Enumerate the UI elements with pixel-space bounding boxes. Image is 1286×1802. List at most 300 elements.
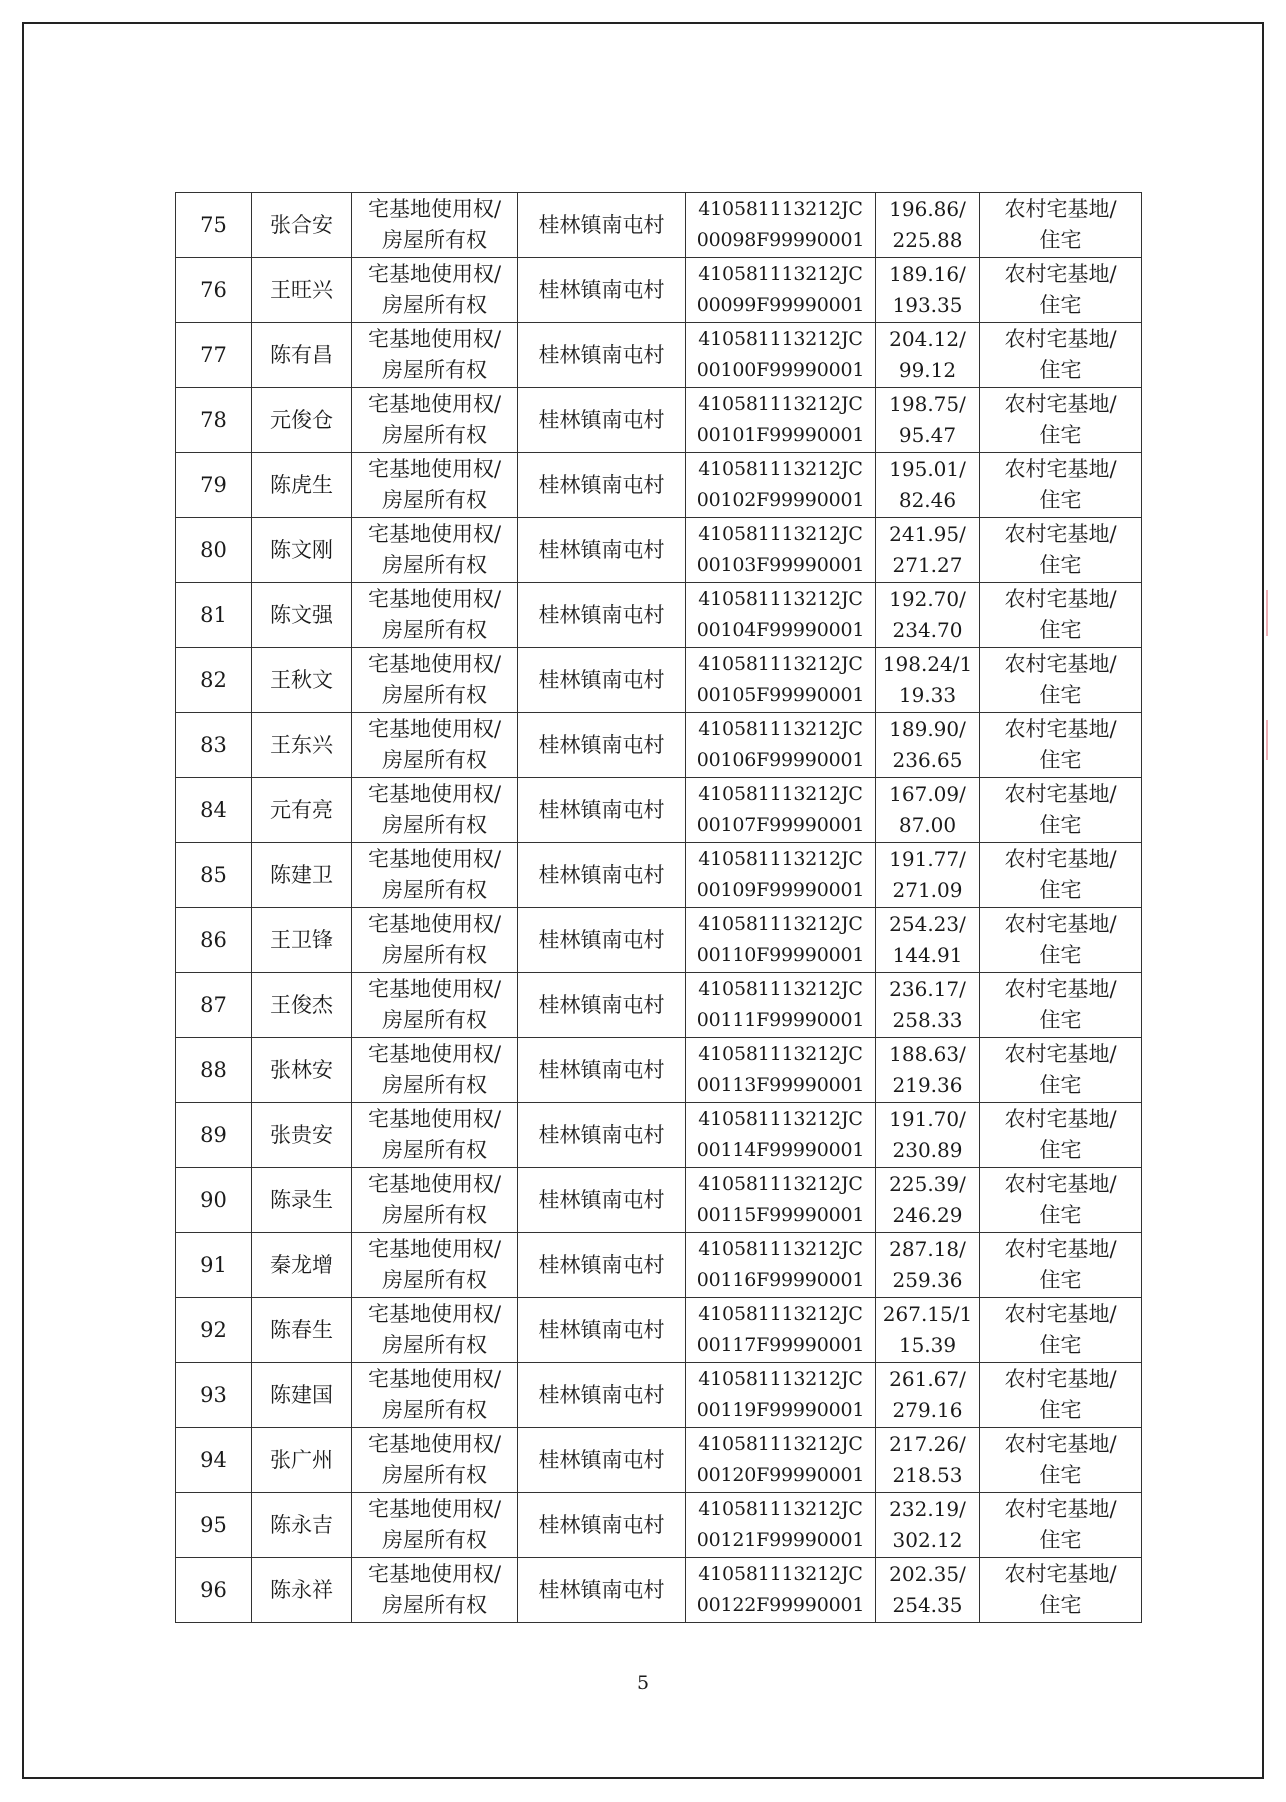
table-row: [176, 258, 1142, 323]
cell-number: 90: [176, 1168, 252, 1233]
cell-unit-code-line: 00117F99990001: [696, 1334, 865, 1356]
cell-usage: [980, 323, 1142, 388]
cell-location: 桂林镇南屯村: [518, 1103, 686, 1168]
cell-usage-line: 农村宅基地/: [1004, 457, 1117, 481]
cell-right-type: [352, 518, 518, 583]
cell-usage: [980, 908, 1142, 973]
cell-usage: [980, 1363, 1142, 1428]
cell-number: 78: [176, 388, 252, 453]
cell-area-line: 267.15/1: [882, 1302, 973, 1326]
cell-right-type-line: 房屋所有权: [382, 553, 487, 577]
cell-area: [876, 583, 980, 648]
cell-right-type-line: 房屋所有权: [382, 1268, 487, 1292]
cell-holder-name: 张贵安: [252, 1103, 352, 1168]
cell-usage: [980, 258, 1142, 323]
cell-number: 89: [176, 1103, 252, 1168]
table-row: [176, 1428, 1142, 1493]
cell-right-type: [352, 1038, 518, 1103]
table-row: [176, 1168, 1142, 1233]
cell-usage-line: 农村宅基地/: [1004, 1237, 1117, 1261]
cell-area-line: 191.70/: [889, 1107, 966, 1131]
cell-usage-line: 住宅: [1039, 1268, 1082, 1292]
table-row: [176, 583, 1142, 648]
cell-unit-code: [686, 973, 876, 1038]
cell-holder-name: 陈永吉: [252, 1493, 352, 1558]
cell-usage-line: 住宅: [1039, 423, 1082, 447]
cell-usage: [980, 1493, 1142, 1558]
cell-right-type-line: 宅基地使用权/: [367, 652, 502, 676]
cell-right-type-line: 宅基地使用权/: [367, 392, 502, 416]
cell-unit-code-line: 00114F99990001: [696, 1139, 865, 1161]
cell-unit-code-line: 410581113212JC: [698, 978, 863, 1000]
cell-area-line: 202.35/: [889, 1562, 966, 1586]
cell-unit-code-line: 00100F99990001: [696, 359, 865, 381]
cell-right-type-line: 宅基地使用权/: [367, 327, 502, 351]
table-row: [176, 648, 1142, 713]
cell-area-line: 82.46: [898, 488, 957, 512]
cell-usage: [980, 1558, 1142, 1623]
cell-location: 桂林镇南屯村: [518, 1038, 686, 1103]
cell-area-line: 189.90/: [889, 717, 966, 741]
stamp-edge-mark: [1266, 590, 1284, 636]
cell-number: 85: [176, 843, 252, 908]
cell-right-type: [352, 1558, 518, 1623]
cell-holder-name: 秦龙增: [252, 1233, 352, 1298]
cell-unit-code-line: 00104F99990001: [696, 619, 865, 641]
cell-area-line: 279.16: [892, 1398, 963, 1422]
table-row: [176, 973, 1142, 1038]
cell-holder-name: 陈永祥: [252, 1558, 352, 1623]
cell-right-type: [352, 583, 518, 648]
table-row: [176, 1038, 1142, 1103]
cell-area-line: 241.95/: [889, 522, 966, 546]
cell-area-line: 246.29: [892, 1203, 963, 1227]
cell-right-type-line: 宅基地使用权/: [367, 1042, 502, 1066]
cell-location: 桂林镇南屯村: [518, 1168, 686, 1233]
table-row: [176, 713, 1142, 778]
cell-right-type: [352, 323, 518, 388]
cell-number: 77: [176, 323, 252, 388]
cell-usage-line: 住宅: [1039, 1398, 1082, 1422]
cell-usage-line: 住宅: [1039, 293, 1082, 317]
cell-right-type-line: 房屋所有权: [382, 683, 487, 707]
cell-number: 93: [176, 1363, 252, 1428]
cell-usage: [980, 1103, 1142, 1168]
cell-location: 桂林镇南屯村: [518, 1363, 686, 1428]
table-row: [176, 1558, 1142, 1623]
cell-right-type-line: 房屋所有权: [382, 878, 487, 902]
cell-right-type: [352, 258, 518, 323]
cell-right-type-line: 宅基地使用权/: [367, 847, 502, 871]
cell-area-line: 95.47: [898, 423, 957, 447]
cell-unit-code: [686, 778, 876, 843]
cell-area-line: 254.35: [892, 1593, 963, 1617]
cell-area-line: 302.12: [892, 1528, 963, 1552]
cell-area-line: 217.26/: [889, 1432, 966, 1456]
cell-usage-line: 住宅: [1039, 1138, 1082, 1162]
cell-holder-name: 张林安: [252, 1038, 352, 1103]
cell-right-type-line: 宅基地使用权/: [367, 522, 502, 546]
cell-number: 79: [176, 453, 252, 518]
cell-area: [876, 1233, 980, 1298]
cell-holder-name: 王卫锋: [252, 908, 352, 973]
cell-usage-line: 农村宅基地/: [1004, 197, 1117, 221]
cell-usage-line: 农村宅基地/: [1004, 1042, 1117, 1066]
cell-area: [876, 1363, 980, 1428]
cell-unit-code-line: 00109F99990001: [696, 879, 865, 901]
cell-right-type: [352, 843, 518, 908]
cell-unit-code-line: 410581113212JC: [698, 1108, 863, 1130]
stamp-edge-mark: [1266, 720, 1284, 760]
cell-usage-line: 住宅: [1039, 1528, 1082, 1552]
cell-area-line: 219.36: [892, 1073, 963, 1097]
cell-area-line: 191.77/: [889, 847, 966, 871]
cell-unit-code-line: 410581113212JC: [698, 783, 863, 805]
cell-area-line: 230.89: [892, 1138, 963, 1162]
cell-area: [876, 1103, 980, 1168]
cell-unit-code: [686, 258, 876, 323]
cell-right-type-line: 房屋所有权: [382, 943, 487, 967]
cell-right-type-line: 房屋所有权: [382, 1398, 487, 1422]
cell-area-line: 189.16/: [889, 262, 966, 286]
cell-usage-line: 住宅: [1039, 618, 1082, 642]
cell-right-type: [352, 1168, 518, 1233]
cell-right-type-line: 宅基地使用权/: [367, 717, 502, 741]
table-row: [176, 843, 1142, 908]
table-row: [176, 1363, 1142, 1428]
cell-area: [876, 1428, 980, 1493]
cell-right-type: [352, 453, 518, 518]
cell-right-type-line: 房屋所有权: [382, 293, 487, 317]
cell-unit-code-line: 00116F99990001: [696, 1269, 865, 1291]
cell-number: 81: [176, 583, 252, 648]
cell-location: 桂林镇南屯村: [518, 843, 686, 908]
cell-usage-line: 农村宅基地/: [1004, 652, 1117, 676]
cell-right-type-line: 宅基地使用权/: [367, 1237, 502, 1261]
cell-area-line: 254.23/: [889, 912, 966, 936]
cell-right-type-line: 宅基地使用权/: [367, 262, 502, 286]
cell-usage: [980, 1233, 1142, 1298]
cell-usage: [980, 453, 1142, 518]
cell-location: 桂林镇南屯村: [518, 908, 686, 973]
cell-right-type-line: 房屋所有权: [382, 1203, 487, 1227]
cell-area-line: 195.01/: [889, 457, 966, 481]
cell-unit-code-line: 410581113212JC: [698, 1303, 863, 1325]
cell-usage-line: 农村宅基地/: [1004, 1497, 1117, 1521]
cell-location: 桂林镇南屯村: [518, 1233, 686, 1298]
cell-usage-line: 农村宅基地/: [1004, 977, 1117, 1001]
cell-location: 桂林镇南屯村: [518, 388, 686, 453]
cell-right-type-line: 房屋所有权: [382, 423, 487, 447]
cell-right-type-line: 房屋所有权: [382, 488, 487, 512]
cell-usage: [980, 193, 1142, 258]
cell-area-line: 144.91: [892, 943, 963, 967]
cell-usage-line: 农村宅基地/: [1004, 1367, 1117, 1391]
cell-location: 桂林镇南屯村: [518, 1428, 686, 1493]
cell-area: [876, 1168, 980, 1233]
cell-usage-line: 农村宅基地/: [1004, 262, 1117, 286]
cell-usage: [980, 778, 1142, 843]
cell-unit-code-line: 00106F99990001: [696, 749, 865, 771]
cell-unit-code-line: 410581113212JC: [698, 718, 863, 740]
cell-area: [876, 1298, 980, 1363]
cell-usage-line: 农村宅基地/: [1004, 782, 1117, 806]
cell-usage-line: 农村宅基地/: [1004, 912, 1117, 936]
cell-unit-code: [686, 713, 876, 778]
cell-area-line: 188.63/: [889, 1042, 966, 1066]
cell-number: 80: [176, 518, 252, 583]
cell-unit-code-line: 410581113212JC: [698, 848, 863, 870]
cell-usage-line: 住宅: [1039, 1333, 1082, 1357]
cell-usage-line: 农村宅基地/: [1004, 392, 1117, 416]
cell-usage-line: 农村宅基地/: [1004, 717, 1117, 741]
cell-number: 91: [176, 1233, 252, 1298]
cell-area-line: 167.09/: [889, 782, 966, 806]
cell-usage: [980, 388, 1142, 453]
cell-unit-code-line: 410581113212JC: [698, 523, 863, 545]
cell-right-type-line: 宅基地使用权/: [367, 197, 502, 221]
cell-area-line: 258.33: [892, 1008, 963, 1032]
cell-unit-code: [686, 193, 876, 258]
cell-area-line: 287.18/: [889, 1237, 966, 1261]
cell-holder-name: 王俊杰: [252, 973, 352, 1038]
cell-unit-code-line: 410581113212JC: [698, 198, 863, 220]
cell-unit-code-line: 00107F99990001: [696, 814, 865, 836]
cell-usage: [980, 1038, 1142, 1103]
cell-usage-line: 住宅: [1039, 553, 1082, 577]
cell-location: 桂林镇南屯村: [518, 648, 686, 713]
cell-number: 75: [176, 193, 252, 258]
cell-number: 96: [176, 1558, 252, 1623]
cell-area-line: 99.12: [898, 358, 957, 382]
cell-usage-line: 住宅: [1039, 1008, 1082, 1032]
cell-right-type-line: 房屋所有权: [382, 358, 487, 382]
cell-right-type-line: 房屋所有权: [382, 813, 487, 837]
cell-holder-name: 元俊仓: [252, 388, 352, 453]
cell-unit-code-line: 410581113212JC: [698, 1433, 863, 1455]
cell-area-line: 225.88: [892, 228, 963, 252]
cell-unit-code: [686, 1428, 876, 1493]
cell-usage-line: 农村宅基地/: [1004, 1302, 1117, 1326]
cell-area: [876, 1558, 980, 1623]
cell-usage-line: 农村宅基地/: [1004, 327, 1117, 351]
cell-unit-code: [686, 908, 876, 973]
cell-usage-line: 住宅: [1039, 1073, 1082, 1097]
cell-right-type-line: 宅基地使用权/: [367, 587, 502, 611]
table-body: [176, 193, 1142, 1623]
table-row: [176, 1298, 1142, 1363]
cell-location: 桂林镇南屯村: [518, 973, 686, 1038]
cell-unit-code-line: 00101F99990001: [696, 424, 865, 446]
table-row: [176, 518, 1142, 583]
cell-number: 87: [176, 973, 252, 1038]
cell-unit-code: [686, 648, 876, 713]
table-row: [176, 778, 1142, 843]
cell-usage: [980, 583, 1142, 648]
cell-area-line: 271.09: [892, 878, 963, 902]
cell-holder-name: 陈文刚: [252, 518, 352, 583]
table-row: [176, 1103, 1142, 1168]
table-row: [176, 1233, 1142, 1298]
cell-right-type-line: 房屋所有权: [382, 228, 487, 252]
cell-unit-code-line: 00113F99990001: [696, 1074, 865, 1096]
cell-unit-code-line: 00119F99990001: [696, 1399, 865, 1421]
cell-holder-name: 张广州: [252, 1428, 352, 1493]
cell-area-line: 225.39/: [889, 1172, 966, 1196]
cell-usage-line: 住宅: [1039, 748, 1082, 772]
cell-unit-code-line: 410581113212JC: [698, 328, 863, 350]
cell-usage-line: 农村宅基地/: [1004, 1172, 1117, 1196]
cell-unit-code-line: 00111F99990001: [696, 1009, 865, 1031]
cell-usage-line: 住宅: [1039, 488, 1082, 512]
cell-right-type-line: 宅基地使用权/: [367, 457, 502, 481]
cell-usage-line: 住宅: [1039, 943, 1082, 967]
cell-usage-line: 农村宅基地/: [1004, 1562, 1117, 1586]
cell-area: [876, 843, 980, 908]
cell-unit-code-line: 410581113212JC: [698, 1238, 863, 1260]
cell-number: 95: [176, 1493, 252, 1558]
cell-right-type: [352, 193, 518, 258]
cell-right-type-line: 房屋所有权: [382, 1138, 487, 1162]
cell-right-type-line: 宅基地使用权/: [367, 1497, 502, 1521]
cell-right-type: [352, 1363, 518, 1428]
cell-area: [876, 453, 980, 518]
cell-area-line: 236.17/: [889, 977, 966, 1001]
cell-usage-line: 农村宅基地/: [1004, 1107, 1117, 1131]
cell-location: 桂林镇南屯村: [518, 778, 686, 843]
table-row: [176, 193, 1142, 258]
cell-number: 92: [176, 1298, 252, 1363]
cell-right-type-line: 宅基地使用权/: [367, 1172, 502, 1196]
cell-right-type-line: 宅基地使用权/: [367, 1367, 502, 1391]
cell-holder-name: 王东兴: [252, 713, 352, 778]
cell-unit-code-line: 410581113212JC: [698, 588, 863, 610]
registration-table: [175, 192, 1142, 1623]
cell-unit-code-line: 410581113212JC: [698, 1368, 863, 1390]
cell-holder-name: 陈建国: [252, 1363, 352, 1428]
cell-right-type-line: 宅基地使用权/: [367, 1107, 502, 1131]
cell-right-type-line: 宅基地使用权/: [367, 1432, 502, 1456]
cell-unit-code: [686, 388, 876, 453]
cell-holder-name: 陈虎生: [252, 453, 352, 518]
cell-location: 桂林镇南屯村: [518, 518, 686, 583]
cell-area: [876, 1038, 980, 1103]
cell-area-line: 259.36: [892, 1268, 963, 1292]
cell-location: 桂林镇南屯村: [518, 1493, 686, 1558]
cell-usage: [980, 843, 1142, 908]
cell-unit-code-line: 00121F99990001: [696, 1529, 865, 1551]
cell-unit-code: [686, 1493, 876, 1558]
cell-usage-line: 住宅: [1039, 878, 1082, 902]
cell-area-line: 19.33: [898, 683, 957, 707]
cell-area-line: 204.12/: [889, 327, 966, 351]
cell-location: 桂林镇南屯村: [518, 583, 686, 648]
cell-usage: [980, 518, 1142, 583]
cell-unit-code: [686, 323, 876, 388]
table-row: [176, 323, 1142, 388]
cell-area-line: 261.67/: [889, 1367, 966, 1391]
cell-area-line: 15.39: [898, 1333, 957, 1357]
cell-usage-line: 农村宅基地/: [1004, 847, 1117, 871]
cell-number: 94: [176, 1428, 252, 1493]
cell-holder-name: 陈建卫: [252, 843, 352, 908]
cell-unit-code-line: 00098F99990001: [696, 229, 865, 251]
cell-unit-code-line: 410581113212JC: [698, 1173, 863, 1195]
cell-area: [876, 648, 980, 713]
cell-unit-code-line: 00102F99990001: [696, 489, 865, 511]
cell-holder-name: 王秋文: [252, 648, 352, 713]
cell-area: [876, 1493, 980, 1558]
cell-number: 76: [176, 258, 252, 323]
cell-area: [876, 518, 980, 583]
cell-right-type: [352, 908, 518, 973]
cell-usage: [980, 648, 1142, 713]
cell-holder-name: 陈录生: [252, 1168, 352, 1233]
table-row: [176, 453, 1142, 518]
cell-location: 桂林镇南屯村: [518, 193, 686, 258]
cell-unit-code-line: 00105F99990001: [696, 684, 865, 706]
cell-area-line: 87.00: [898, 813, 957, 837]
cell-usage-line: 农村宅基地/: [1004, 587, 1117, 611]
cell-right-type-line: 宅基地使用权/: [367, 1562, 502, 1586]
cell-usage-line: 农村宅基地/: [1004, 522, 1117, 546]
cell-area: [876, 778, 980, 843]
cell-unit-code-line: 00115F99990001: [696, 1204, 865, 1226]
cell-holder-name: 陈春生: [252, 1298, 352, 1363]
cell-unit-code: [686, 843, 876, 908]
cell-location: 桂林镇南屯村: [518, 258, 686, 323]
cell-right-type: [352, 1298, 518, 1363]
cell-area: [876, 193, 980, 258]
cell-unit-code-line: 410581113212JC: [698, 1498, 863, 1520]
cell-usage-line: 住宅: [1039, 1593, 1082, 1617]
cell-right-type-line: 宅基地使用权/: [367, 977, 502, 1001]
cell-right-type-line: 房屋所有权: [382, 1008, 487, 1032]
cell-unit-code-line: 00110F99990001: [696, 944, 865, 966]
cell-right-type-line: 房屋所有权: [382, 1528, 487, 1552]
cell-right-type-line: 房屋所有权: [382, 1593, 487, 1617]
cell-unit-code-line: 410581113212JC: [698, 393, 863, 415]
cell-area: [876, 258, 980, 323]
cell-area-line: 198.24/1: [882, 652, 973, 676]
cell-number: 86: [176, 908, 252, 973]
cell-right-type-line: 房屋所有权: [382, 1333, 487, 1357]
cell-unit-code: [686, 1558, 876, 1623]
cell-right-type: [352, 713, 518, 778]
cell-usage: [980, 1298, 1142, 1363]
cell-holder-name: 陈有昌: [252, 323, 352, 388]
cell-usage-line: 住宅: [1039, 683, 1082, 707]
cell-right-type: [352, 1103, 518, 1168]
cell-right-type-line: 房屋所有权: [382, 748, 487, 772]
cell-usage-line: 住宅: [1039, 228, 1082, 252]
cell-holder-name: 张合安: [252, 193, 352, 258]
cell-right-type-line: 房屋所有权: [382, 1463, 487, 1487]
cell-location: 桂林镇南屯村: [518, 323, 686, 388]
cell-usage-line: 住宅: [1039, 1463, 1082, 1487]
cell-unit-code-line: 00103F99990001: [696, 554, 865, 576]
cell-unit-code-line: 00099F99990001: [696, 294, 865, 316]
cell-unit-code-line: 410581113212JC: [698, 1043, 863, 1065]
cell-unit-code: [686, 1363, 876, 1428]
cell-right-type: [352, 388, 518, 453]
cell-unit-code: [686, 1038, 876, 1103]
cell-area: [876, 713, 980, 778]
cell-unit-code: [686, 518, 876, 583]
cell-unit-code: [686, 583, 876, 648]
cell-area-line: 196.86/: [889, 197, 966, 221]
cell-area-line: 193.35: [892, 293, 963, 317]
